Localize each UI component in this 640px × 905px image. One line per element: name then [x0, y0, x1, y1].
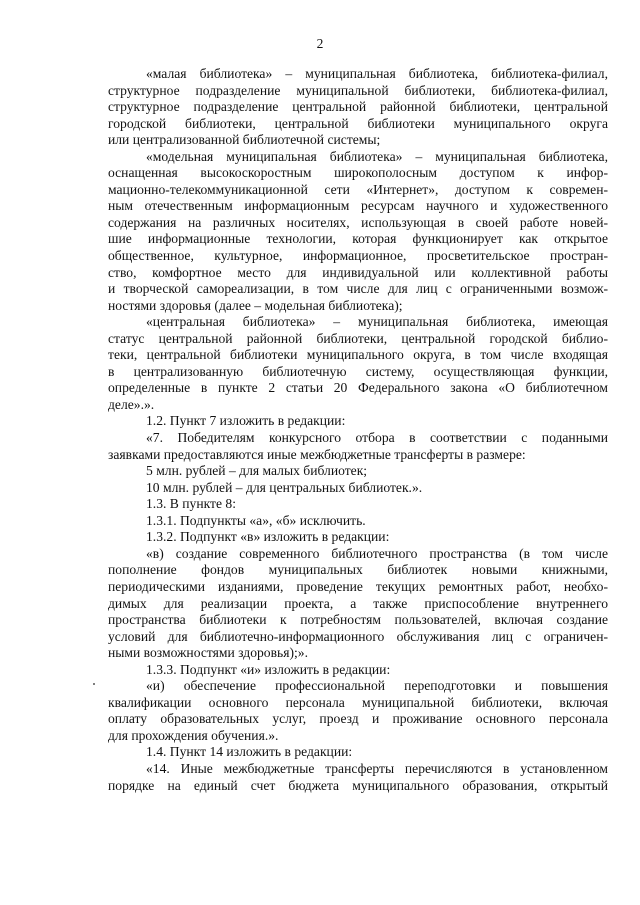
document-line: «и) обеспечение профессиональной переподготовки и повышения — [146, 678, 608, 694]
document-line: заявками предоставляются иные межбюджетные трансферты в размере: — [108, 446, 526, 462]
document-line: 1.3.3. Подпункт «и» изложить в редакции: — [146, 661, 391, 677]
document-line: 1.3.2. Подпункт «в» изложить в редакции: — [146, 529, 390, 545]
document-line: мационно-телекоммуникационной сети «Интернет», доступом к современ- — [108, 181, 608, 197]
document-line: ство, комфортное место для индивидуальной или коллективной работы — [108, 264, 608, 280]
document-line: статус центральной районной библиотеки, центральной городской библио- — [108, 330, 608, 346]
document-line: «14. Иные межбюджетные трансферты перечисляются в установленном — [146, 760, 608, 776]
document-line: для прохождения обучения.». — [108, 727, 279, 743]
document-line: «центральная библиотека» – муниципальная библиотека, имеющая — [146, 314, 608, 330]
document-line: «модельная муниципальная библиотека» – муниципальная библиотека, — [146, 148, 608, 164]
document-line: или централизованной библиотечной системы; — [108, 132, 381, 148]
document-line: 5 млн. рублей – для малых библиотек; — [146, 463, 368, 479]
document-line: шие информационные технологии, которая функционирует как открытое — [108, 231, 608, 247]
document-line: порядке на единый счет бюджета муниципального образования, открытый — [108, 777, 608, 793]
document-line: условий для библиотечно-информационного обслуживания лиц с ограничен- — [108, 628, 608, 644]
document-line: 1.4. Пункт 14 изложить в редакции: — [146, 744, 353, 760]
document-line: димых для реализации проекта, а также приспособление внутреннего — [108, 595, 608, 611]
document-line: структурное подразделение муниципальной библиотеки, библиотека-филиал, — [108, 82, 608, 98]
document-line: пространства библиотеки к потребностям пользователей, включая создание — [108, 612, 608, 628]
document-line: городской библиотеки, центральной библиотеки муниципального округа — [108, 115, 608, 131]
document-line: пополнение фондов муниципальных библиотек новыми книжными, — [108, 562, 608, 578]
document-line: 1.3. В пункте 8: — [146, 496, 236, 512]
document-line: ным отечественным информационным ресурсам научного и художественного — [108, 198, 608, 214]
document-line: 1.3.1. Подпункты «а», «б» исключить. — [146, 512, 366, 528]
document-line: и творческой самореализации, в том числе для лиц с ограниченными возмож- — [108, 281, 608, 297]
document-line: ными возможностями здоровья);». — [108, 645, 308, 661]
document-line: в централизованную библиотечную систему, осуществляющая функции, — [108, 363, 608, 379]
document-line: теки, центральной библиотеки муниципального округа, в том числе входящая — [108, 347, 608, 363]
document-line: «малая библиотека» – муниципальная библиотека, библиотека-филиал, — [146, 66, 608, 81]
document-line: ностями здоровья (далее – модельная библиотека); — [108, 297, 403, 313]
document-line: деле».». — [108, 396, 155, 412]
page-number: 2 — [316, 36, 324, 51]
document-line: содержания на различных носителях, использующая в своей работе новей- — [108, 214, 608, 230]
document-line: 10 млн. рублей – для центральных библиотек.». — [146, 479, 423, 495]
document-line: структурное подразделение центральной районной библиотеки, центральной — [108, 99, 608, 115]
document-line: оснащенная высокоскоростным широкополосным доступом к инфор- — [108, 165, 608, 181]
document-line: квалификации основного персонала муниципальной библиотеки, включая — [108, 694, 608, 710]
margin-mark — [93, 683, 95, 685]
document-line: оплату образовательных услуг, проезд и проживание основного персонала — [108, 711, 608, 727]
document-line: «7. Победителям конкурсного отбора в соответствии с поданными — [146, 430, 608, 446]
document-body — [108, 66, 608, 794]
document-line: периодическими изданиями, проведение текущих ремонтных работ, необхо- — [108, 578, 608, 594]
document-line: «в) создание современного библиотечного пространства (в том числе — [146, 545, 608, 561]
document-line: 1.2. Пункт 7 изложить в редакции: — [146, 413, 346, 429]
document-line: определенные в пункте 2 статьи 20 Федерального закона «О библиотечном — [108, 380, 608, 396]
document-line: общественное, культурное, информационное, просветительское простран- — [108, 248, 608, 264]
